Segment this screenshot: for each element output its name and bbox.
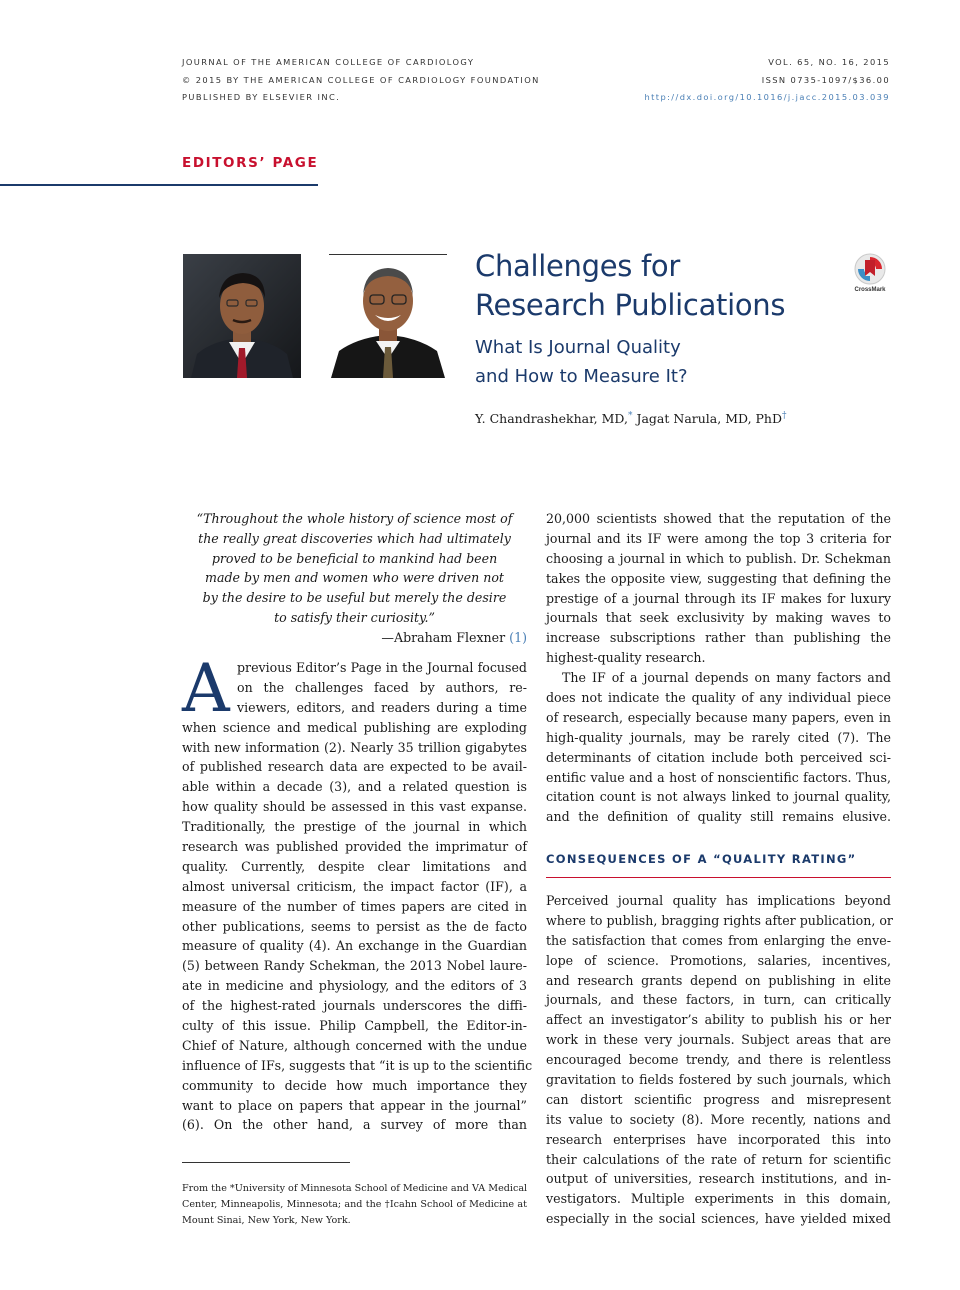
doi-link[interactable]: http://dx.doi.org/10.1016/j.jacc.2015.03.039 [644, 92, 890, 102]
body-left-column [182, 650, 533, 1135]
body-line: increase subscriptions rather than publishing the [546, 630, 891, 646]
body-line: especially in the social sciences, have yielded mixed [546, 1211, 891, 1227]
body-line: takes the opposite view, suggesting that defining the [546, 570, 891, 586]
body-line: journals, and these factors, in turn, can critically [546, 992, 891, 1008]
title-line: Challenges for [475, 249, 680, 283]
body-line: and the definition of quality still remains elusive. [546, 809, 891, 825]
affiliation-mark: † [782, 411, 787, 421]
epigraph-attribution [182, 628, 527, 648]
affiliation-footnote [182, 1181, 527, 1228]
article-subtitle [475, 333, 835, 391]
epigraph [182, 509, 527, 648]
body-line: the satisfaction that comes from enlarging the enve- [546, 932, 891, 948]
epigraph-line: by the desire to be useful but merely the desire [202, 590, 507, 606]
publisher-line: PUBLISHED BY ELSEVIER INC. [182, 92, 341, 102]
section-rule [0, 184, 318, 186]
body-line: highest-quality research. [546, 650, 706, 666]
body-line: where to publish, bragging rights after publication, or [546, 912, 893, 928]
section-heading-rule [546, 877, 891, 878]
body-line: can distort scientific progress and misrepresent [546, 1091, 891, 1107]
footnote-rule [182, 1162, 350, 1163]
body-line: (6). On the other hand, a survey of more than [182, 1117, 527, 1133]
body-line: journal and its IF were among the top 3 criteria for [546, 530, 891, 546]
volume-line: VOL. 65, NO. 16, 2015 [768, 57, 890, 67]
body-line: community to decide how much importance they [182, 1077, 527, 1093]
author-chandrashekhar[interactable]: Y. Chandrashekhar, MD, [475, 411, 628, 427]
body-line: Chief of Nature, although concerned with the undue [182, 1037, 527, 1053]
body-line: able within a decade (3), and a related question is [182, 779, 527, 795]
body-line: determinants of citation include both perceived sci- [546, 749, 891, 765]
epigraph-line: proved to be beneficial to mankind had been [211, 550, 498, 566]
body-line: of the highest-rated journals underscores the diffi- [182, 998, 527, 1014]
drop-cap: A [182, 650, 230, 727]
journal-name: JOURNAL OF THE AMERICAN COLLEGE OF CARDIOLOGY [182, 57, 475, 67]
body-line: of published research data are expected to be avail- [182, 759, 527, 775]
body-line: gravitation to fields fostered by such journals, which [546, 1072, 891, 1088]
footnote-line: Mount Sinai, New York, New York. [182, 1214, 351, 1226]
body-line: affect an investigator’s ability to publish his or her [546, 1012, 891, 1028]
body-line: ate in medicine and physiology, and the editors of 3 [182, 978, 527, 994]
crossmark-icon [854, 253, 886, 285]
body-line: work in these very journals. Subject areas that are [546, 1032, 891, 1048]
body-line: Traditionally, the prestige of the journal in which [182, 819, 527, 835]
epigraph-line: made by men and women who were driven not [205, 570, 504, 586]
body-line: and research grants depend on publishing in elite [546, 972, 891, 988]
body-line: research enterprises have incorporated this into [546, 1131, 891, 1147]
body-line: vestigators. Multiple experiments in this domain, [546, 1191, 891, 1207]
footnote-line: From the *University of Minnesota School of Medicine and VA Medical [182, 1183, 528, 1194]
body-right-column-top [546, 509, 891, 827]
copyright-line: © 2015 BY THE AMERICAN COLLEGE OF CARDIOLOGY FOUNDATION [182, 74, 540, 85]
article-title [475, 247, 845, 325]
body-line: with new information (2). Nearly 35 trillion gigabytes [182, 739, 527, 755]
author-photo-chandrashekhar [183, 254, 301, 378]
body-line: does not indicate the quality of any individual piece [546, 690, 891, 706]
title-line: Research Publications [475, 288, 786, 322]
body-line: 20,000 scientists showed that the reputation of the [546, 511, 891, 526]
body-line: measure of quality (4). An exchange in the Guardian [182, 938, 527, 954]
body-line: quality. Currently, despite clear limitations and [182, 858, 527, 874]
body-line: on the challenges faced by authors, re- [237, 679, 527, 695]
body-line: when science and medical publishing are exploding [182, 719, 527, 735]
body-line: viewers, editors, and readers during a time [237, 699, 527, 715]
author-photo-narula [329, 255, 447, 378]
body-line: high-quality journals, may be rarely cited (7). The [546, 729, 891, 745]
author-narula[interactable]: Jagat Narula, MD, PhD [636, 411, 783, 427]
subtitle-line: What Is Journal Quality [475, 337, 681, 358]
body-line: journals that seek exclusivity by making waves to [546, 610, 891, 626]
body-line: lope of science. Promotions, salaries, incentives, [546, 952, 891, 968]
footnote-line: Center, Minneapolis, Minnesota; and the †Icahn School of Medicine at [182, 1198, 527, 1210]
body-line: output of universities, research institutions, and in- [546, 1171, 891, 1187]
section-label: EDITORS’ PAGE [182, 155, 319, 171]
section-heading: CONSEQUENCES OF A “QUALITY RATING” [546, 852, 857, 866]
reference-link[interactable]: (1) [509, 629, 527, 645]
body-line: other publications, seems to persist as the de facto [182, 918, 527, 934]
body-line: choosing a journal in which to publish. Dr. Schekman [546, 550, 891, 566]
subtitle-line: and How to Measure It? [475, 366, 688, 387]
body-line: Perceived journal quality has implications beyond [546, 893, 891, 908]
body-line: of research, especially because many papers, even in [546, 709, 891, 725]
body-line: culty of this issue. Philip Campbell, the Editor-in- [182, 1018, 527, 1034]
body-line: want to place on papers that appear in the journal” [182, 1097, 527, 1113]
body-line: how quality should be assessed in this vast expanse. [182, 799, 527, 815]
epigraph-line: the really great discoveries which had ultimately [198, 530, 511, 546]
body-line: its value to society (8). More recently, nations and [546, 1111, 891, 1127]
body-line: almost universal criticism, the impact factor (IF), a [182, 878, 527, 894]
body-line: citation count is not always linked to journal quality, [546, 789, 891, 805]
body-line: previous Editor’s Page in the Journal focused [237, 660, 527, 675]
attribution-name: —Abraham Flexner [381, 629, 506, 645]
body-line: research was published provided the imprimatur of [182, 839, 527, 855]
body-line: encouraged become trendy, and there is relentless [546, 1052, 891, 1068]
epigraph-line: “Throughout the whole history of science most of [196, 511, 513, 526]
body-line: influence of IFs, suggests that “it is up to the scientific [182, 1057, 533, 1073]
body-line: entific value and a host of nonscientific factors. Thus, [546, 769, 891, 785]
author-list [475, 411, 787, 426]
body-line: measure of the number of times papers are cited in [182, 898, 527, 914]
body-line: The IF of a journal depends on many factors and [562, 670, 891, 686]
body-right-column-bottom [546, 891, 891, 1229]
journal-header-right [644, 54, 890, 107]
affiliation-mark: * [627, 411, 633, 421]
issn-line: ISSN 0735-1097/$36.00 [761, 74, 890, 85]
crossmark-badge[interactable] [852, 253, 888, 295]
body-line: (5) between Randy Schekman, the 2013 Nobel laure- [182, 958, 527, 974]
journal-header-left [182, 54, 540, 107]
body-line: prestige of a journal through its IF makes for luxury [546, 590, 891, 606]
body-line: their calculations of the rate of return for scientific [546, 1151, 891, 1167]
crossmark-label: CrossMark [854, 287, 886, 293]
epigraph-line: to satisfy their curiosity.” [274, 609, 435, 625]
